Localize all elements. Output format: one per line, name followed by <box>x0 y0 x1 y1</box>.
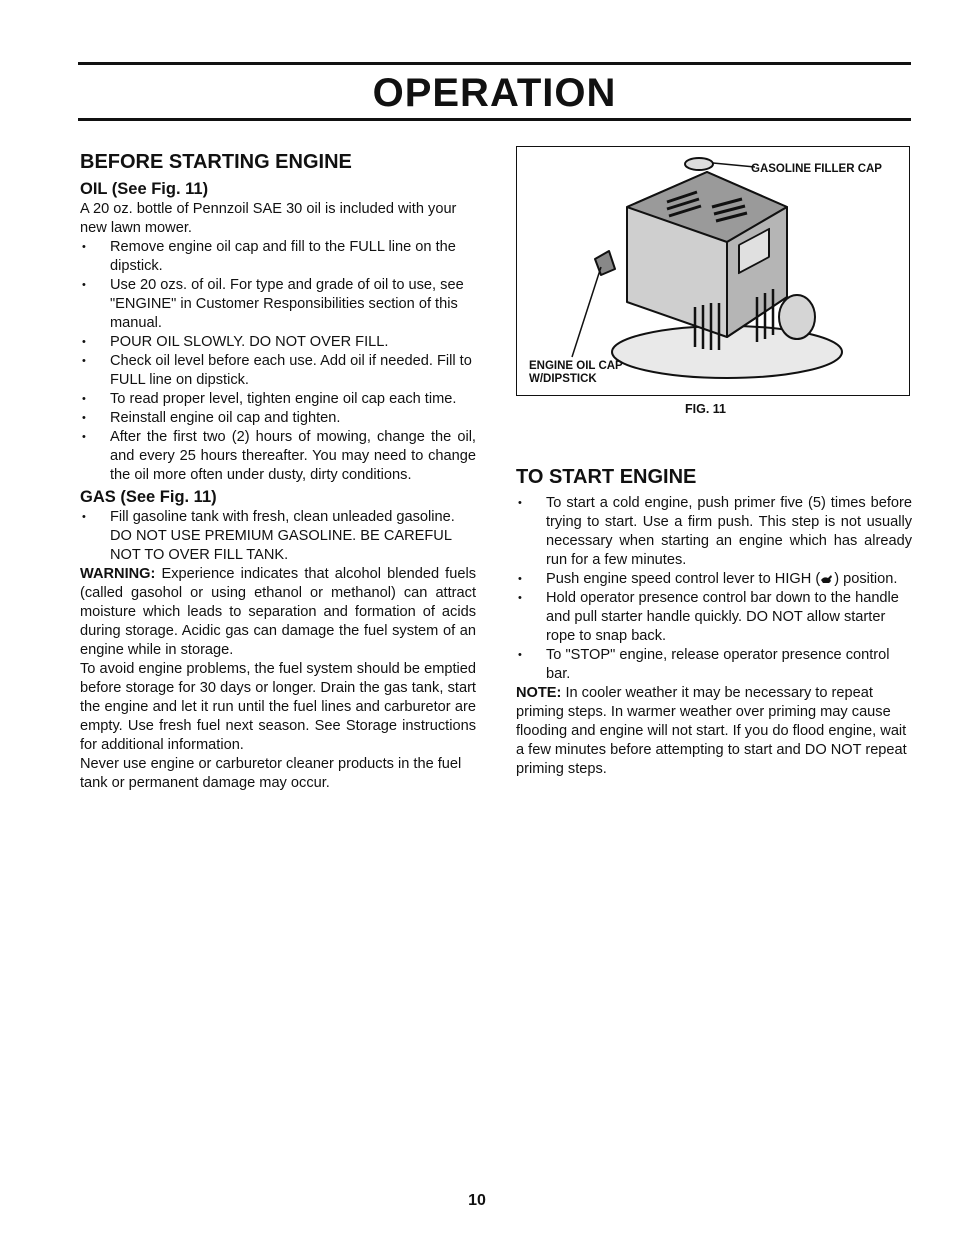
gas-bullet: • Fill gasoline tank with fresh, clean unleaded gasoline. DO NOT USE PREMIUM GASOLINE. BE CAREFUL NOT TO OVER FILL TANK. <box>80 508 476 565</box>
oil-heading: OIL (See Fig. 11) <box>80 180 209 198</box>
warning-label: WARNING: <box>80 566 156 582</box>
engine-illustration <box>517 147 909 395</box>
to-start-engine-heading: TO START ENGINE <box>516 466 697 488</box>
figure-caption: FIG. 11 <box>685 402 726 416</box>
note-text: In cooler weather it may be necessary to repeat priming steps. In warmer weather over priming may cause flooding and engine will not start. If you do flood engine, wait a few minutes before attempting to start and DO NOT repeat priming steps. <box>516 685 907 777</box>
oil-bullet: • To read proper level, tighten engine oil cap each time. <box>80 390 476 409</box>
oil-bullet: • Reinstall engine oil cap and tighten. <box>80 409 476 428</box>
engine-figure <box>516 146 910 396</box>
page-number: 10 <box>468 1192 486 1209</box>
top-rule <box>78 62 911 65</box>
gas-heading: GAS (See Fig. 11) <box>80 488 217 506</box>
warning-paragraph <box>80 565 476 660</box>
left-column <box>80 150 476 793</box>
before-starting-heading: BEFORE STARTING ENGINE <box>80 151 352 173</box>
gasoline-filler-cap-label: GASOLINE FILLER CAP <box>751 163 882 175</box>
start-bullet: • To start a cold engine, push primer five (5) times before trying to start. Use a firm push. This step is not usually necessary when starting an engine which has already run for a few minutes. <box>516 494 912 570</box>
rabbit-icon <box>820 571 834 581</box>
engine-oil-cap-line2: W/DIPSTICK <box>529 373 597 385</box>
right-column <box>516 465 912 779</box>
page-title: OPERATION <box>372 71 617 115</box>
title-rule <box>78 118 911 121</box>
oil-bullet: • After the first two (2) hours of mowing, change the oil, and every 25 hours thereafter. You may need to change the oil more often under dusty, dirty conditions. <box>80 428 476 485</box>
never-use-paragraph: Never use engine or carburetor cleaner products in the fuel tank or permanent damage may occur. <box>80 756 462 791</box>
start-bullet-speed <box>516 570 912 589</box>
oil-bullet-list <box>80 238 476 485</box>
start-bullet: • To "STOP" engine, release operator presence control bar. <box>516 646 912 684</box>
start-bullet-list <box>516 494 912 684</box>
oil-bullet: • Use 20 ozs. of oil. For type and grade of oil to use, see "ENGINE" in Customer Responsibilities section of this manual. <box>80 276 476 333</box>
oil-bullet: • Check oil level before each use. Add oil if needed. Fill to FULL line on dipstick. <box>80 352 476 390</box>
oil-intro: A 20 oz. bottle of Pennzoil SAE 30 oil is included with your new lawn mower. <box>80 201 457 236</box>
oil-bullet: • Remove engine oil cap and fill to the FULL line on the dipstick. <box>80 238 476 276</box>
speed-text-before: Push engine speed control lever to HIGH ( <box>546 571 821 587</box>
speed-text-after: ) position. <box>834 571 898 587</box>
start-bullet: • Hold operator presence control bar down to the handle and pull starter handle quickly. DO NOT allow starter rope to snap back. <box>516 589 912 646</box>
warning-text: Experience indicates that alcohol blended fuels (called gasohol or using ethanol or methanol) can attract moisture which leads to separation and formation of acids during storage. Acidic gas can damage the fuel system of an engine while in storage. <box>80 566 476 658</box>
note-label: NOTE: <box>516 685 562 701</box>
gas-bullet-list <box>80 508 476 565</box>
engine-oil-cap-line1: ENGINE OIL CAP <box>529 360 623 372</box>
oil-bullet: • POUR OIL SLOWLY. DO NOT OVER FILL. <box>80 333 476 352</box>
note-paragraph <box>516 684 912 779</box>
avoid-problems-paragraph: To avoid engine problems, the fuel system should be emptied before storage for 30 days or longer. Drain the gas tank, start the engine and let it run until the fuel lines and carburetor are empty. Use fresh fuel next season. See Storage instructions for additional information. <box>80 661 476 753</box>
engine-oil-cap-label <box>529 360 623 386</box>
